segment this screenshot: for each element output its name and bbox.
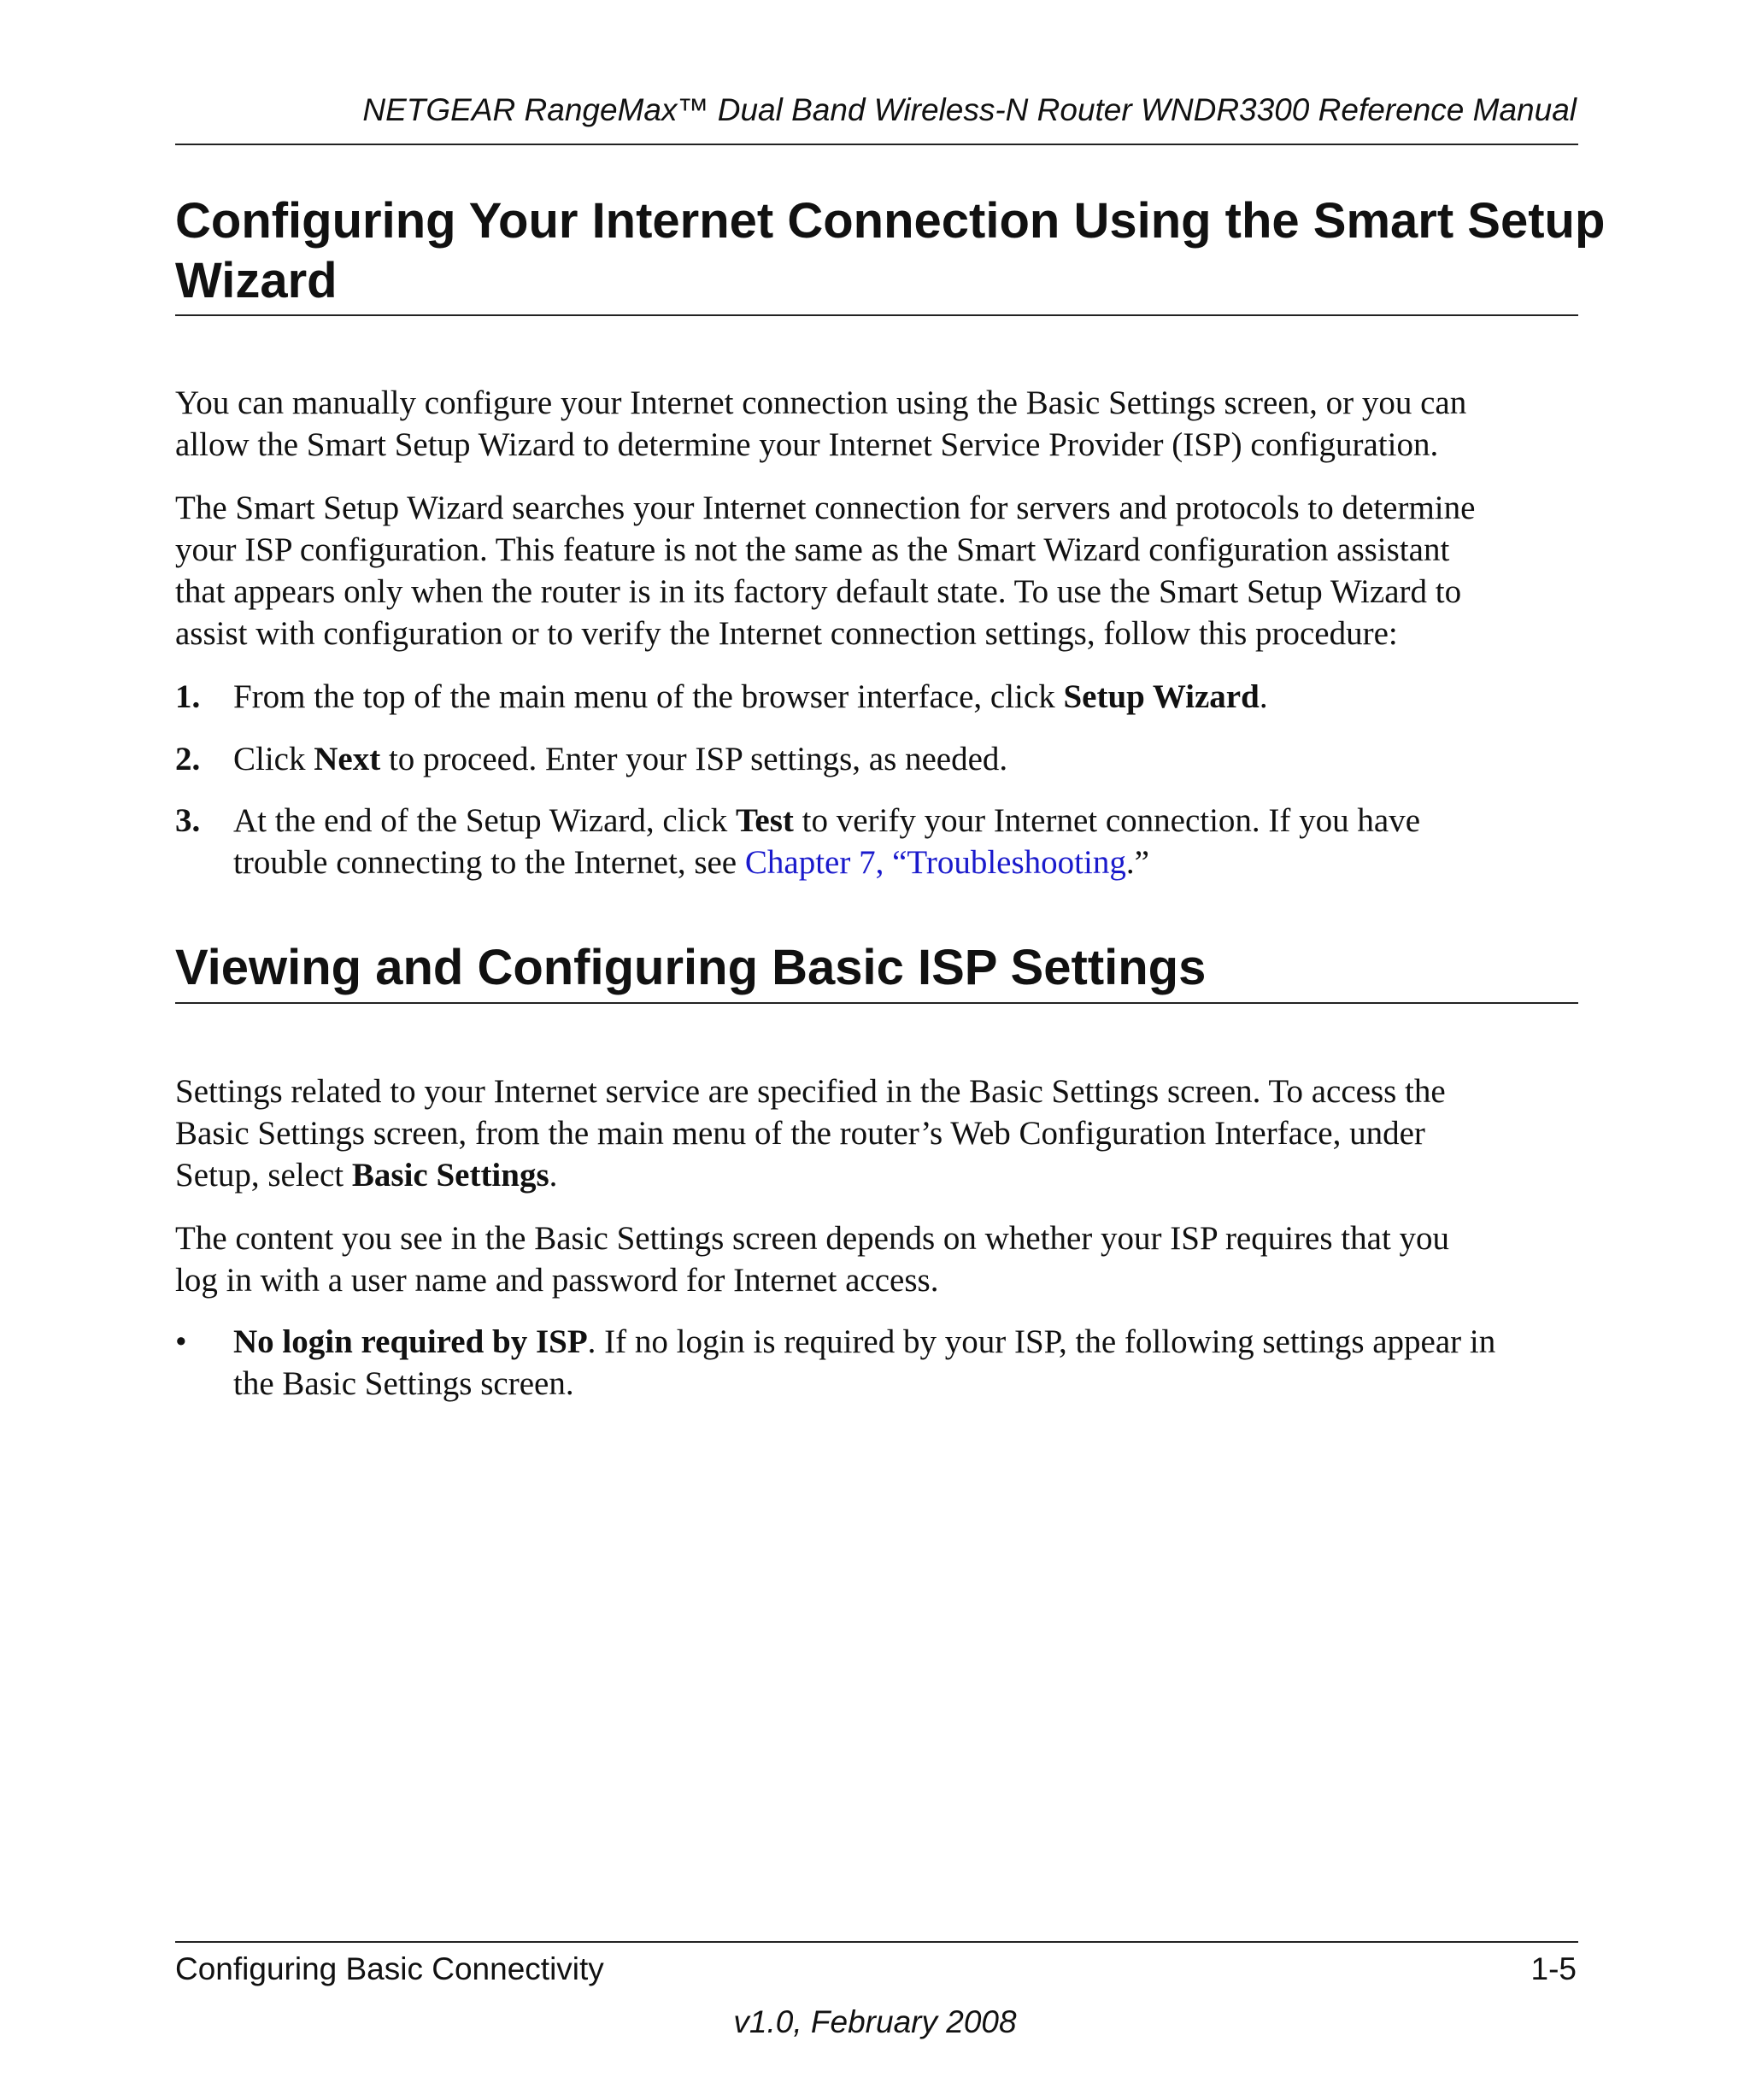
step-line — [233, 800, 1600, 842]
step-text-part: .” — [1125, 844, 1149, 881]
paragraph-emphasis: Basic Settings — [351, 1157, 549, 1194]
step-emphasis: Test — [735, 802, 794, 839]
section-heading-basic-isp: Viewing and Configuring Basic ISP Settings — [175, 940, 1207, 995]
section-heading-rule — [175, 1002, 1578, 1004]
section-heading-rule — [175, 314, 1578, 316]
bullet-marker: • — [175, 1323, 187, 1360]
running-header: NETGEAR RangeMax™ Dual Band Wireless-N Router WNDR3300 Reference Manual — [362, 92, 1577, 127]
intro-paragraph — [175, 382, 1594, 466]
step-text-part: trouble connecting to the Internet, see — [233, 844, 745, 881]
paragraph-line: The Smart Setup Wizard searches your Internet connection for servers and protocols to determine — [175, 490, 1476, 526]
step-number: 1. — [175, 678, 201, 715]
paragraph-line: The content you see in the Basic Settings screen depends on whether your ISP requires that you — [175, 1220, 1450, 1257]
footer-version: v1.0, February 2008 — [733, 2004, 1017, 2039]
paragraph-text-part: Setup, select — [175, 1157, 352, 1194]
paragraph-line — [175, 1154, 1594, 1196]
step-text — [233, 800, 1600, 883]
paragraph-line: allow the Smart Setup Wizard to determine your Internet Service Provider (ISP) configuration. — [175, 426, 1439, 463]
paragraph-line: your ISP configuration. This feature is not the same as the Smart Wizard configuration assistant — [175, 531, 1450, 568]
step-text-part: From the top of the main menu of the browser interface, click — [233, 678, 1064, 715]
step-number: 3. — [175, 802, 201, 839]
step-text-part: . — [1259, 678, 1268, 715]
heading-line: Wizard — [175, 253, 338, 308]
paragraph-line: Basic Settings screen, from the main menu of the router’s Web Configuration Interface, under — [175, 1115, 1425, 1152]
paragraph-text-part: . — [549, 1157, 558, 1194]
footer-page-number: 1-5 — [1530, 1951, 1577, 1986]
step-text-part: Click — [233, 741, 314, 777]
step-text-part: At the end of the Setup Wizard, click — [233, 802, 736, 839]
bullet-text-part: . If no login is required by your ISP, the following settings appear in — [587, 1323, 1496, 1360]
step-text — [233, 676, 1600, 718]
step-text — [233, 738, 1600, 780]
paragraph-line: Settings related to your Internet service are specified in the Basic Settings screen. To access the — [175, 1073, 1446, 1110]
bullet-line — [233, 1321, 1600, 1363]
step-text-part: to proceed. Enter your ISP settings, as needed. — [380, 741, 1008, 777]
paragraph-line: assist with configuration or to verify the Internet connection settings, follow this procedure: — [175, 615, 1398, 652]
content-depends-paragraph — [175, 1217, 1594, 1301]
basic-settings-paragraph — [175, 1071, 1594, 1196]
step-emphasis: Setup Wizard — [1063, 678, 1260, 715]
bullet-emphasis: No login required by ISP — [233, 1323, 588, 1360]
header-rule — [175, 144, 1578, 145]
paragraph-line: that appears only when the router is in its factory default state. To use the Smart Setup Wizard to — [175, 573, 1462, 610]
paragraph-line: log in with a user name and password for Internet access. — [175, 1262, 939, 1299]
step-line — [233, 842, 1600, 883]
footer-chapter-title: Configuring Basic Connectivity — [175, 1951, 604, 1986]
bullet-line: the Basic Settings screen. — [233, 1365, 574, 1402]
wizard-description-paragraph — [175, 487, 1594, 654]
section-heading-smart-setup — [175, 191, 1606, 311]
footer-rule — [175, 1941, 1578, 1943]
paragraph-line: You can manually configure your Internet connection using the Basic Settings screen, or you can — [175, 384, 1467, 421]
heading-line: Configuring Your Internet Connection Using the Smart Setup — [175, 193, 1606, 249]
step-text-part: to verify your Internet connection. If you have — [793, 802, 1421, 839]
bullet-text — [233, 1321, 1600, 1405]
troubleshooting-chapter-link[interactable]: Chapter 7, “Troubleshooting — [744, 844, 1126, 881]
step-emphasis: Next — [314, 741, 381, 777]
step-number: 2. — [175, 741, 201, 777]
